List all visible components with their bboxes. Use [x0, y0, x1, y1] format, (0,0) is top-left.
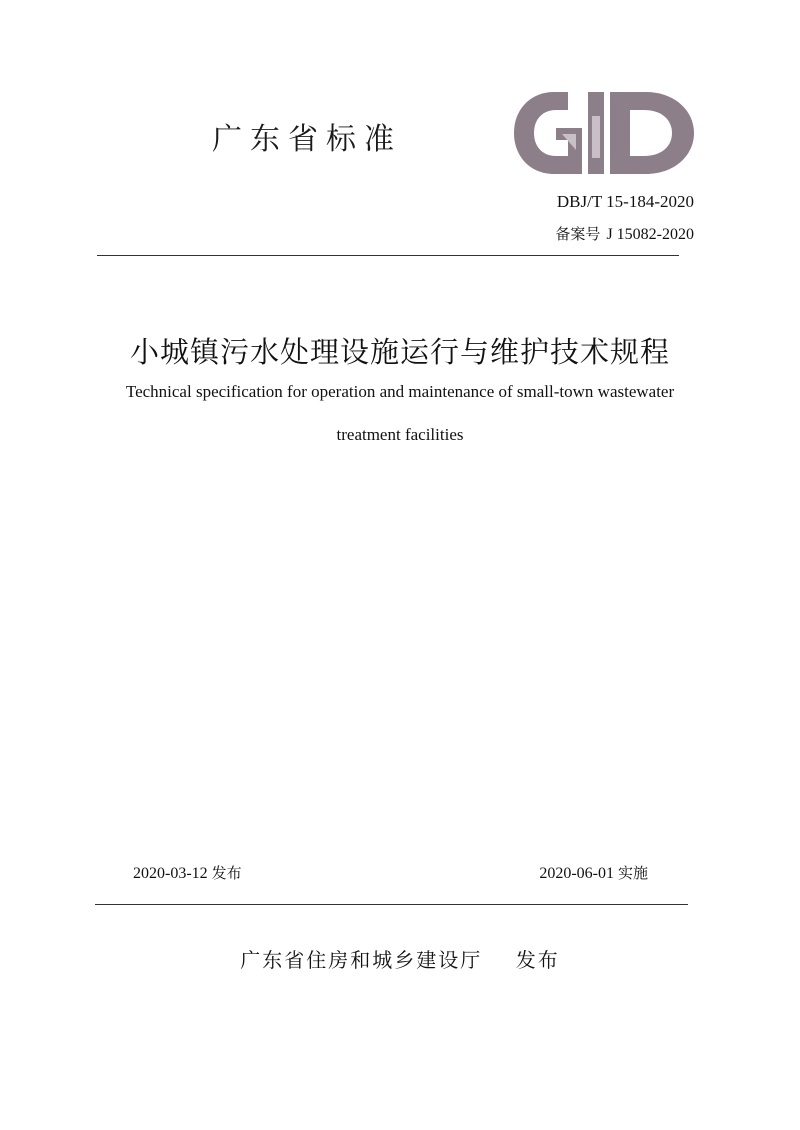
record-number-line: [555, 223, 694, 244]
implement-date-line: [539, 862, 648, 883]
publisher-name: 广东省住房和城乡建设厅: [240, 948, 483, 972]
record-number: J 15082-2020: [606, 226, 694, 243]
implement-date: 2020-06-01: [539, 865, 614, 882]
logo-letter-g: [514, 92, 582, 174]
logo-letter-d: [610, 92, 694, 174]
top-divider: [97, 255, 679, 256]
issue-date-line: [133, 862, 242, 883]
implement-label: 实施: [617, 864, 648, 882]
title-chinese: 小城镇污水处理设施运行与维护技术规程: [129, 335, 670, 369]
title-english-line1: Technical specification for operation and maintenance of small-town wastewater: [125, 382, 675, 401]
record-label: 备案号: [555, 225, 601, 243]
issue-date: 2020-03-12: [133, 865, 208, 882]
standard-code: DBJ/T 15-184-2020: [556, 192, 694, 211]
standard-category: 广东省标准: [212, 122, 402, 157]
issue-label: 发布: [211, 864, 242, 882]
publish-label: 发布: [515, 948, 560, 972]
title-english-line2: treatment facilities: [336, 425, 464, 444]
gd-logo: [510, 88, 698, 178]
bottom-divider: [95, 904, 688, 905]
publisher-line: [0, 944, 800, 973]
